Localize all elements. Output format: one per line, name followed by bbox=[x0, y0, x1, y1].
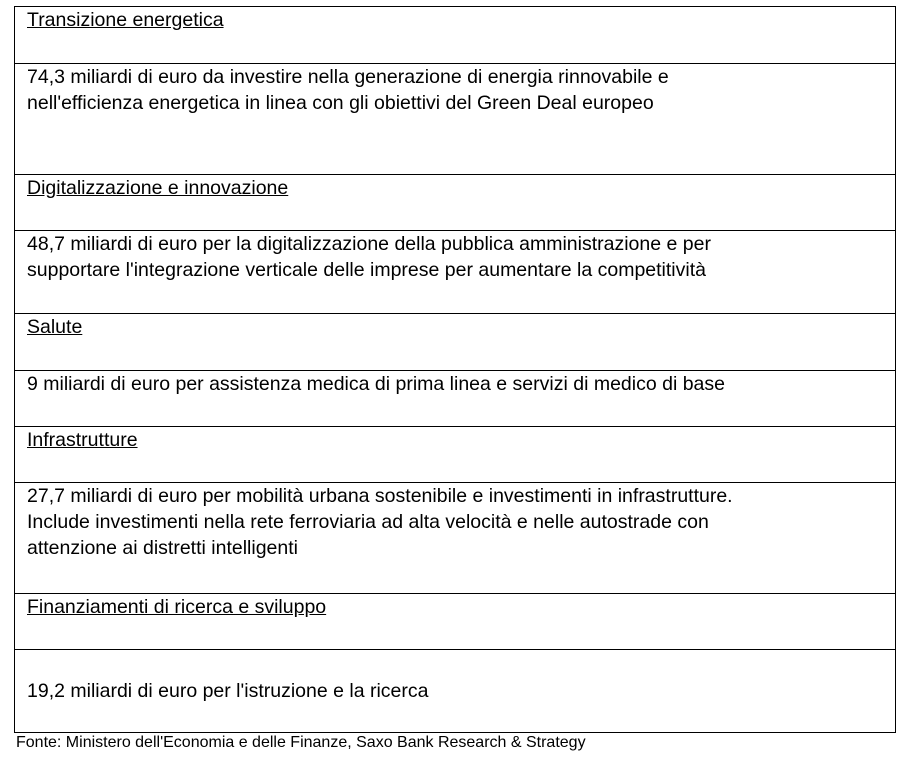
section-heading-energy: Transizione energetica bbox=[27, 9, 224, 31]
section-text-energy: 74,3 miliardi di euro da investire nella generazione di energia rinnovabile e nell'efficienza energetica in linea con gli obiettivi del Green Deal europeo bbox=[15, 63, 895, 174]
section-heading-infrastructure: Infrastrutture bbox=[15, 426, 895, 482]
investment-table bbox=[14, 6, 896, 733]
section-text-digital: 48,7 miliardi di euro per la digitalizzazione della pubblica amministrazione e per supportare l'integrazione verticale delle imprese per aumentare la competitività bbox=[15, 230, 895, 313]
source-note: Fonte: Ministero dell'Economia e delle Finanze, Saxo Bank Research & Strategy bbox=[16, 734, 586, 751]
section-text-research: 19,2 miliardi di euro per l'istruzione e la ricerca bbox=[15, 649, 895, 732]
section-heading-research: Finanziamenti di ricerca e sviluppo bbox=[15, 593, 895, 649]
section-heading-health: Salute bbox=[15, 313, 895, 370]
section-text-health: 9 miliardi di euro per assistenza medica di prima linea e servizi di medico di base bbox=[15, 370, 895, 426]
section-heading-digital: Digitalizzazione e innovazione bbox=[15, 174, 895, 230]
section-text-infrastructure: 27,7 miliardi di euro per mobilità urbana sostenibile e investimenti in infrastrutture. Include investimenti nella rete ferroviaria ad alta velocità e nelle autostrade con attenzione ai distretti intelligenti bbox=[15, 482, 895, 593]
